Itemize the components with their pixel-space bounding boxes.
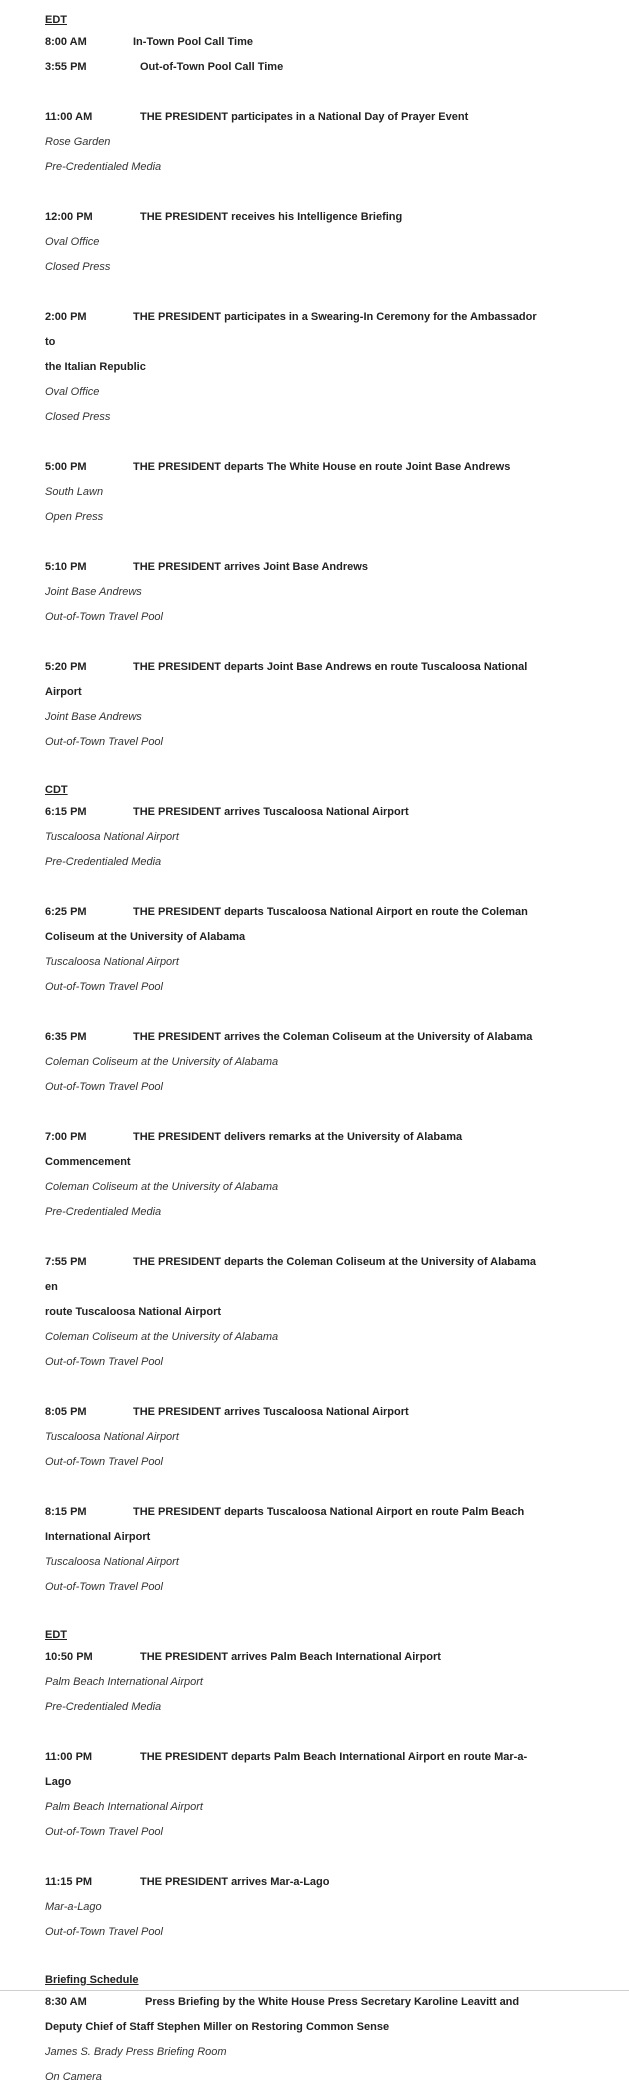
event-coverage: Open Press xyxy=(45,511,104,523)
event-description: THE PRESIDENT arrives Mar-a-Lago xyxy=(140,1876,330,1888)
event-location: Palm Beach International Airport xyxy=(45,1801,203,1813)
event-coverage: Pre-Credentialed Media xyxy=(45,1701,162,1713)
event-location: Coleman Coliseum at the University of Alabama xyxy=(45,1056,279,1068)
event-time: 8:15 PM xyxy=(45,1506,87,1518)
call-time-row xyxy=(45,30,545,55)
event-time: 11:15 PM xyxy=(45,1876,93,1888)
event-location: Mar-a-Lago xyxy=(45,1901,102,1913)
schedule-document xyxy=(45,10,545,2090)
event-time: 10:50 PM xyxy=(45,1651,93,1663)
event-coverage: Out-of-Town Travel Pool xyxy=(45,1456,163,1468)
event-coverage: Out-of-Town Travel Pool xyxy=(45,1356,163,1368)
briefing-description: Press Briefing by the White House Press Secretary Karoline Leavitt and xyxy=(145,1996,520,2008)
event-description: THE PRESIDENT arrives Joint Base Andrews xyxy=(133,561,368,573)
event-description: THE PRESIDENT departs Tuscaloosa National Airport en route the Coleman xyxy=(133,906,528,918)
event-description: THE PRESIDENT participates in a Swearing-In Ceremony for the Ambassador to xyxy=(45,311,537,348)
event-location: Coleman Coliseum at the University of Alabama xyxy=(45,1331,279,1343)
event-time: 5:20 PM xyxy=(45,661,87,673)
event-block xyxy=(45,305,545,430)
briefing-time: 8:30 AM xyxy=(45,1996,87,2008)
event-description-continued: International Airport xyxy=(45,1531,151,1543)
event-description: THE PRESIDENT departs The White House en route Joint Base Andrews xyxy=(133,461,511,473)
event-coverage: Out-of-Town Travel Pool xyxy=(45,1926,163,1938)
briefing-block xyxy=(45,1990,545,2090)
event-time: 11:00 PM xyxy=(45,1751,93,1763)
event-block xyxy=(45,655,545,755)
event-coverage: Out-of-Town Travel Pool xyxy=(45,736,163,748)
event-coverage: Pre-Credentialed Media xyxy=(45,1206,162,1218)
event-description: THE PRESIDENT arrives Tuscaloosa National Airport xyxy=(133,1406,409,1418)
event-location: Joint Base Andrews xyxy=(45,586,142,598)
event-description: THE PRESIDENT departs the Coleman Coliseum at the University of Alabama en xyxy=(45,1256,537,1293)
event-coverage: Pre-Credentialed Media xyxy=(45,856,162,868)
event-location: Palm Beach International Airport xyxy=(45,1676,203,1688)
event-description: THE PRESIDENT receives his Intelligence Briefing xyxy=(140,211,403,223)
event-block xyxy=(45,1025,545,1100)
event-block xyxy=(45,1125,545,1225)
event-time: 7:00 PM xyxy=(45,1131,87,1143)
event-time: 12:00 PM xyxy=(45,211,93,223)
event-time: 2:00 PM xyxy=(45,311,87,323)
event-description: THE PRESIDENT arrives the Coleman Coliseum at the University of Alabama xyxy=(133,1031,533,1043)
briefing-location: James S. Brady Press Briefing Room xyxy=(45,2046,227,2058)
event-location: Oval Office xyxy=(45,236,100,248)
event-description: THE PRESIDENT arrives Palm Beach International Airport xyxy=(140,1651,441,1663)
event-description: THE PRESIDENT arrives Tuscaloosa National Airport xyxy=(133,806,409,818)
event-coverage: Out-of-Town Travel Pool xyxy=(45,981,163,993)
event-coverage: Out-of-Town Travel Pool xyxy=(45,611,163,623)
event-location: Tuscaloosa National Airport xyxy=(45,956,179,968)
event-coverage: Out-of-Town Travel Pool xyxy=(45,1081,163,1093)
event-location: Coleman Coliseum at the University of Alabama xyxy=(45,1181,279,1193)
event-block xyxy=(45,1745,545,1845)
event-time: 6:35 PM xyxy=(45,1031,87,1043)
call-time: 8:00 AM xyxy=(45,36,87,48)
event-description-continued: route Tuscaloosa National Airport xyxy=(45,1306,222,1318)
event-coverage: Closed Press xyxy=(45,411,111,423)
event-time: 5:00 PM xyxy=(45,461,87,473)
event-location: Tuscaloosa National Airport xyxy=(45,1431,179,1443)
event-block xyxy=(45,1500,545,1600)
timezone-header-edt: EDT xyxy=(45,1629,67,1641)
briefing-description-continued: Deputy Chief of Staff Stephen Miller on Restoring Common Sense xyxy=(45,2021,390,2033)
event-description: THE PRESIDENT delivers remarks at the University of Alabama Commencement xyxy=(45,1131,463,1168)
event-block xyxy=(45,1645,545,1720)
event-coverage: Closed Press xyxy=(45,261,111,273)
event-block xyxy=(45,205,545,280)
event-description: THE PRESIDENT departs Tuscaloosa National Airport en route Palm Beach xyxy=(133,1506,525,1518)
event-time: 6:25 PM xyxy=(45,906,87,918)
event-time: 6:15 PM xyxy=(45,806,87,818)
event-block xyxy=(45,1870,545,1945)
event-description-continued: the Italian Republic xyxy=(45,361,146,373)
event-location: South Lawn xyxy=(45,486,104,498)
call-time-row xyxy=(45,55,545,80)
event-block xyxy=(45,555,545,630)
event-time: 7:55 PM xyxy=(45,1256,87,1268)
event-block xyxy=(45,800,545,875)
event-coverage: Out-of-Town Travel Pool xyxy=(45,1581,163,1593)
timezone-header-edt: EDT xyxy=(45,14,67,26)
call-time-label: Out-of-Town Pool Call Time xyxy=(140,61,284,73)
event-description: THE PRESIDENT departs Palm Beach International Airport en route Mar-a-Lago xyxy=(45,1751,528,1788)
call-time: 3:55 PM xyxy=(45,61,87,73)
event-description-continued: Coliseum at the University of Alabama xyxy=(45,931,246,943)
briefing-coverage: On Camera xyxy=(45,2071,102,2083)
event-description: THE PRESIDENT participates in a National Day of Prayer Event xyxy=(140,111,469,123)
event-coverage: Out-of-Town Travel Pool xyxy=(45,1826,163,1838)
event-time: 8:05 PM xyxy=(45,1406,87,1418)
event-location: Rose Garden xyxy=(45,136,111,148)
briefing-schedule-header: Briefing Schedule xyxy=(45,1974,139,1986)
event-description-continued: Airport xyxy=(45,686,82,698)
event-time: 11:00 AM xyxy=(45,111,93,123)
event-block xyxy=(45,455,545,530)
timezone-header-cdt: CDT xyxy=(45,784,68,796)
event-coverage: Pre-Credentialed Media xyxy=(45,161,162,173)
event-block xyxy=(45,1250,545,1375)
event-location: Joint Base Andrews xyxy=(45,711,142,723)
event-time: 5:10 PM xyxy=(45,561,87,573)
event-location: Tuscaloosa National Airport xyxy=(45,831,179,843)
event-block xyxy=(45,1400,545,1475)
event-block xyxy=(45,105,545,180)
event-location: Oval Office xyxy=(45,386,100,398)
event-location: Tuscaloosa National Airport xyxy=(45,1556,179,1568)
event-description: THE PRESIDENT departs Joint Base Andrews en route Tuscaloosa National xyxy=(133,661,528,673)
event-block xyxy=(45,900,545,1000)
call-time-label: In-Town Pool Call Time xyxy=(133,36,253,48)
